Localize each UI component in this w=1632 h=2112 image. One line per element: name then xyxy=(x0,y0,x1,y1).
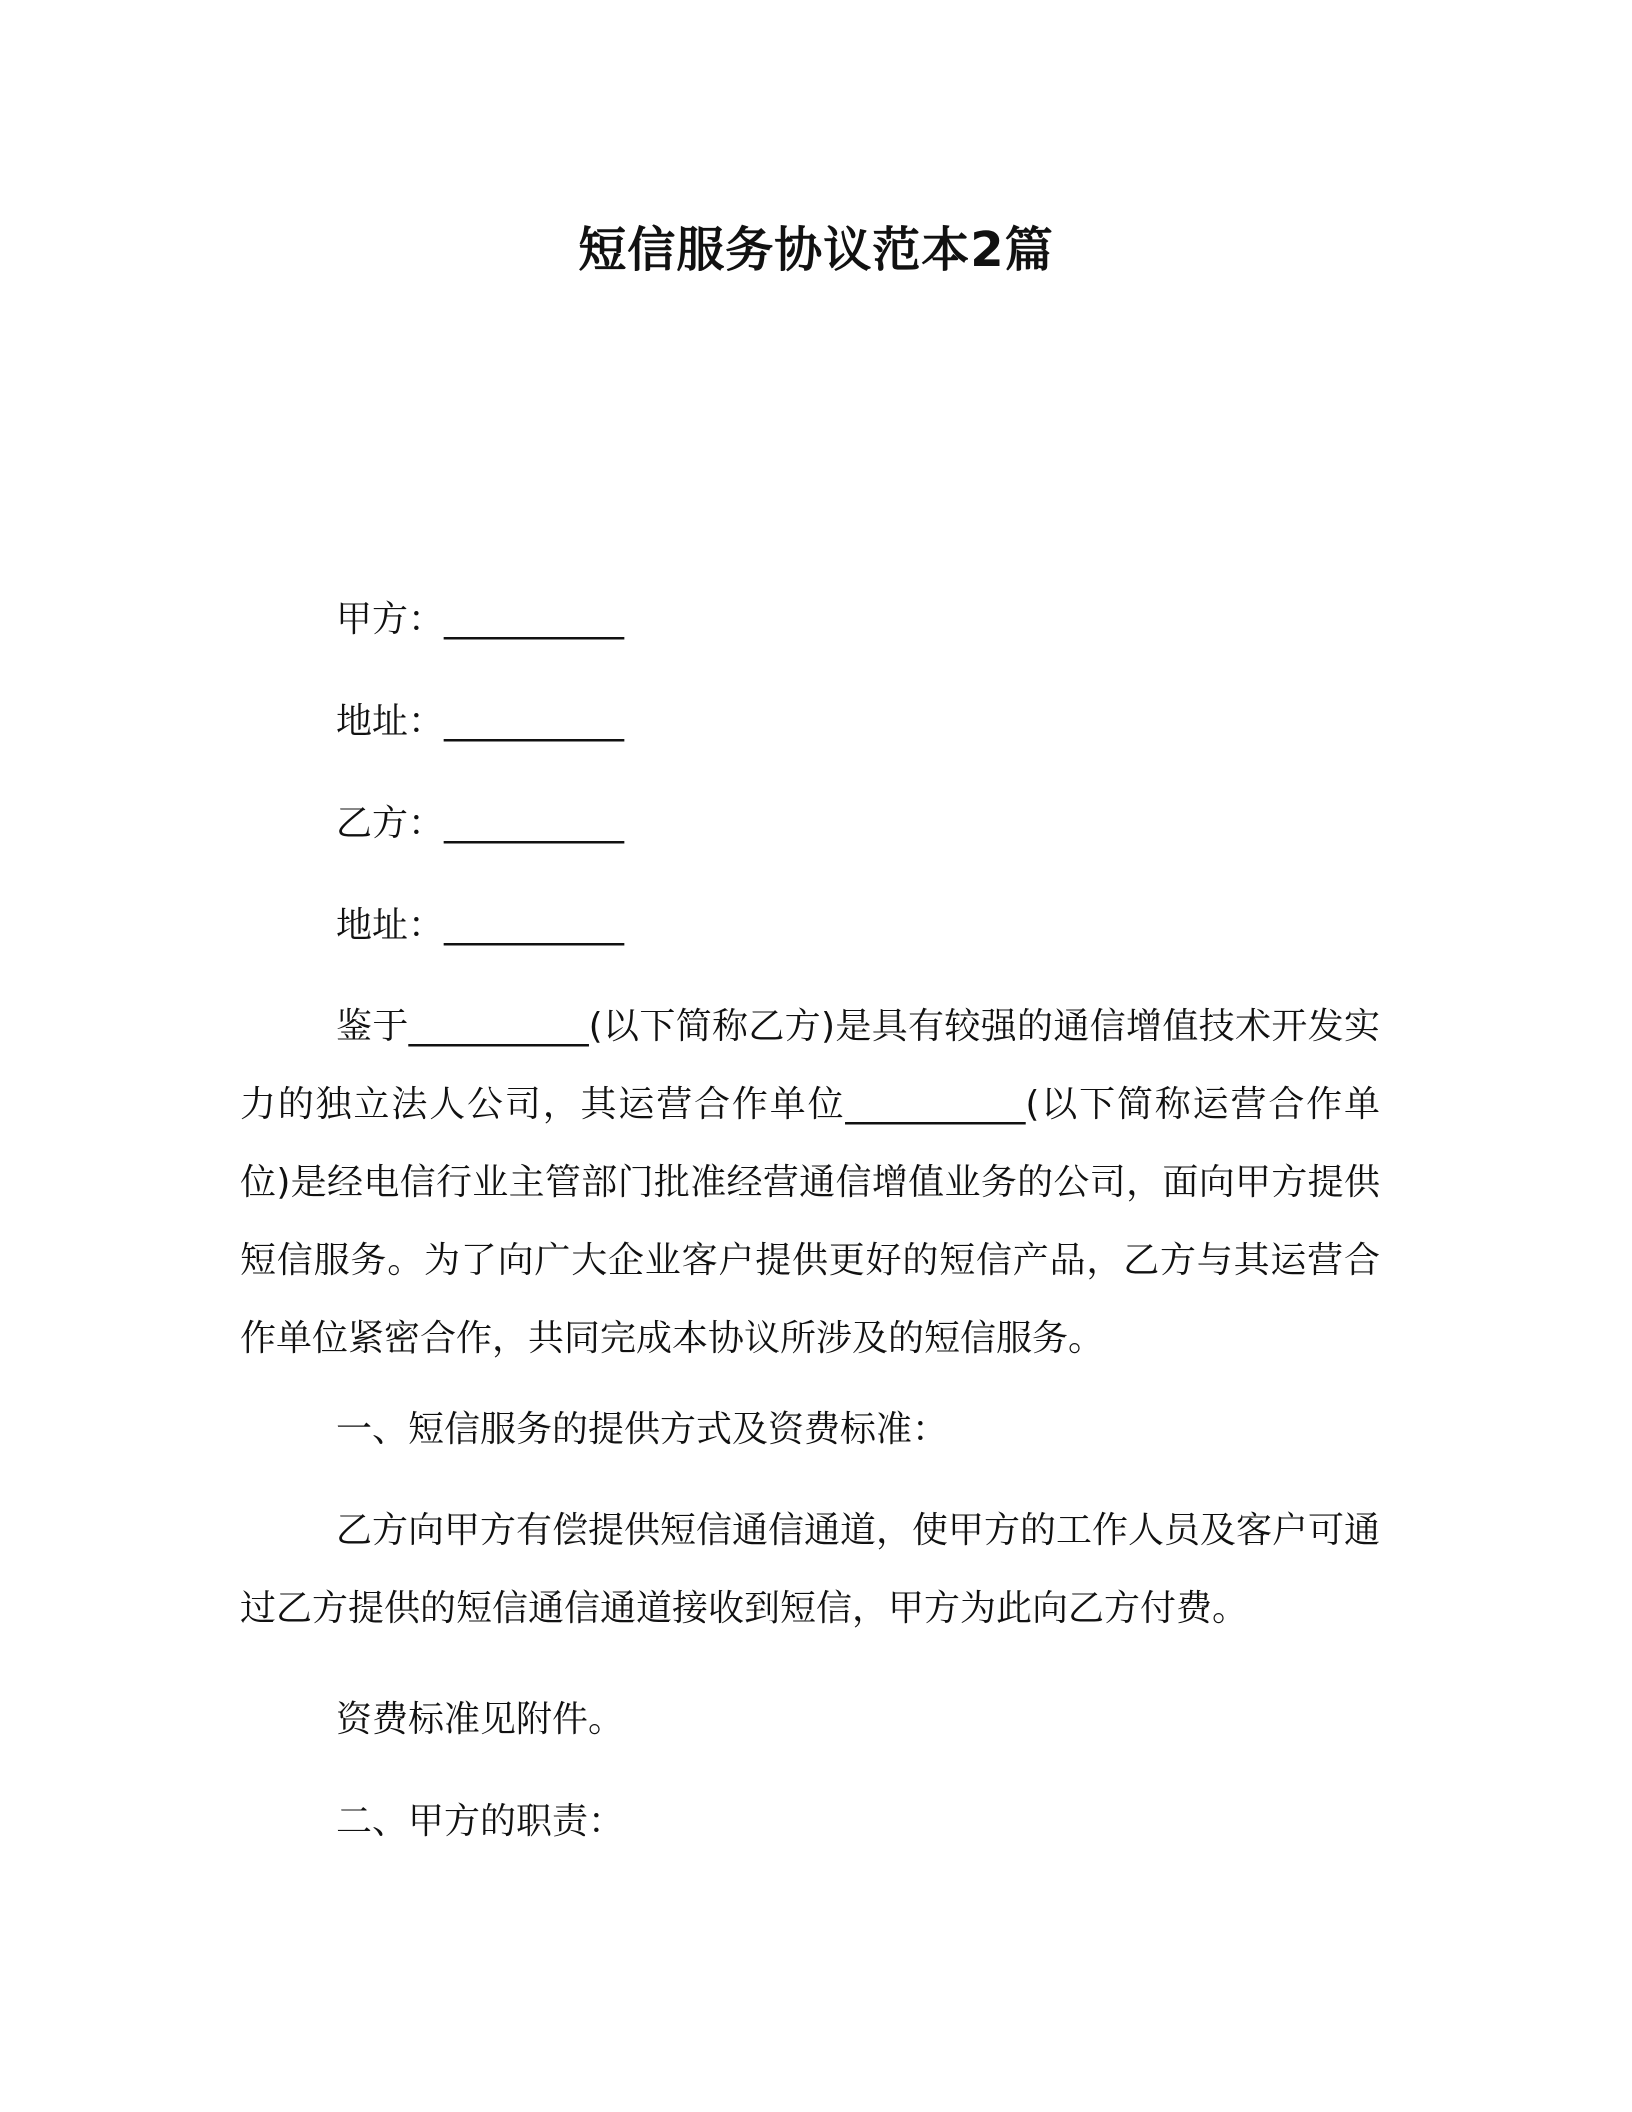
section-1-note: 资费标准见附件。 xyxy=(336,1699,625,1740)
party-a-field: 甲方：__________ xyxy=(336,599,625,640)
section-1-heading: 一、短信服务的提供方式及资费标准： xyxy=(336,1409,949,1450)
party-b-address-field: 地址：__________ xyxy=(336,905,625,946)
document-title: 短信服务协议范本2篇 xyxy=(578,222,1054,278)
section-2-heading: 二、甲方的职责： xyxy=(336,1801,625,1842)
preamble-paragraph: 鉴于__________(以下简称乙方)是具有较强的通信增值技术开发实力的独立法人公司，其运营合作单位__________(以下简称运营合作单位)是经电信行业主管部门批准经营通信增值业务的公司，面向甲方提供短信服务。为了向广大企业客户提供更好的短信产品，乙方与其运营合作单位紧密合作，共同完成本协议所涉及的短信服务。 xyxy=(240,1006,1380,1359)
party-a-address-field: 地址：__________ xyxy=(336,701,625,742)
party-b-field: 乙方：__________ xyxy=(336,803,625,844)
section-1-paragraph: 乙方向甲方有偿提供短信通信通道，使甲方的工作人员及客户可通过乙方提供的短信通信通道接收到短信，甲方为此向乙方付费。 xyxy=(240,1510,1381,1629)
